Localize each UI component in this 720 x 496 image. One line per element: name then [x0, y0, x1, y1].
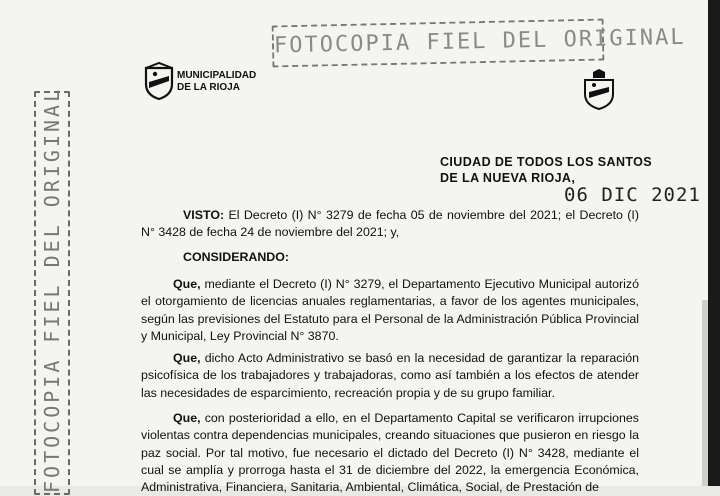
paragraph-3: [141, 410, 639, 496]
paragraph-1-text: mediante el Decreto (I) N° 3279, el Departamento Ejecutivo Municipal autorizó el otorgamiento de licencias anuales reglamentarias, a favor de los agentes municipales, según las previsiones del Estatuto para el Personal de la Administración Pública Provincial y Municipal, Ley Provincial N° 3870.: [141, 277, 639, 343]
municipality-logo-text: [177, 70, 256, 94]
certified-copy-stamp-top: FOTOCOPIA FIEL DEL ORIGINAL: [272, 19, 605, 68]
logo-text-line-1: MUNICIPALIDAD: [177, 70, 257, 81]
paragraph-1-lead: Que,: [173, 277, 201, 291]
visto-paragraph: [141, 207, 639, 242]
scan-dark-edge: [708, 0, 720, 486]
municipality-shield-logo: [143, 62, 175, 100]
paragraph-3-text: con posterioridad a ello, en el Departamento Capital se verificaron irrupciones violentas contra dependencias municipales, creando situaciones que pusieron en riesgo la paz social. Por tal motivo, fue necesario el dictado del Decreto (I) N° 3428, mediante el cual se amplía y prorroga hasta el 31 de diciembre del 2022, la emergencia Económica, Administrativa, Financiera, Sanitaria, Ambiental, Climática, Social, de Prestación de: [141, 411, 639, 495]
city-line-1: CIUDAD DE TODOS LOS SANTOS: [440, 155, 653, 169]
paragraph-1: [141, 276, 639, 345]
paragraph-2: [141, 350, 639, 402]
visto-label: VISTO:: [183, 208, 225, 222]
city-line-2: DE LA NUEVA RIOJA,: [440, 171, 576, 185]
visto-text: El Decreto (I) N° 3279 de fecha 05 de noviembre del 2021; el Decreto (I) N° 3428 de fecha 24 de noviembre del 2021; y,: [141, 208, 639, 240]
paragraph-2-lead: Que,: [173, 351, 201, 365]
certified-copy-stamp-side: FOTOCOPIA FIEL DEL ORIGINAL: [34, 91, 70, 495]
city-heading: [440, 154, 652, 186]
logo-text-line-2: DE LA RIOJA: [177, 82, 240, 93]
considerando-heading: CONSIDERANDO:: [183, 250, 290, 264]
coat-of-arms-icon: [581, 68, 617, 110]
stamped-date: 06 DIC 2021: [564, 184, 701, 206]
paragraph-3-lead: Que,: [173, 411, 201, 425]
paragraph-2-text: dicho Acto Administrativo se basó en la necesidad de garantizar la reparación psicofísica de los trabajadores y trabajadoras, como así también a los efectos de atender las necesidades de esparcimiento, recreación propia y de su grupo familiar.: [141, 351, 639, 400]
